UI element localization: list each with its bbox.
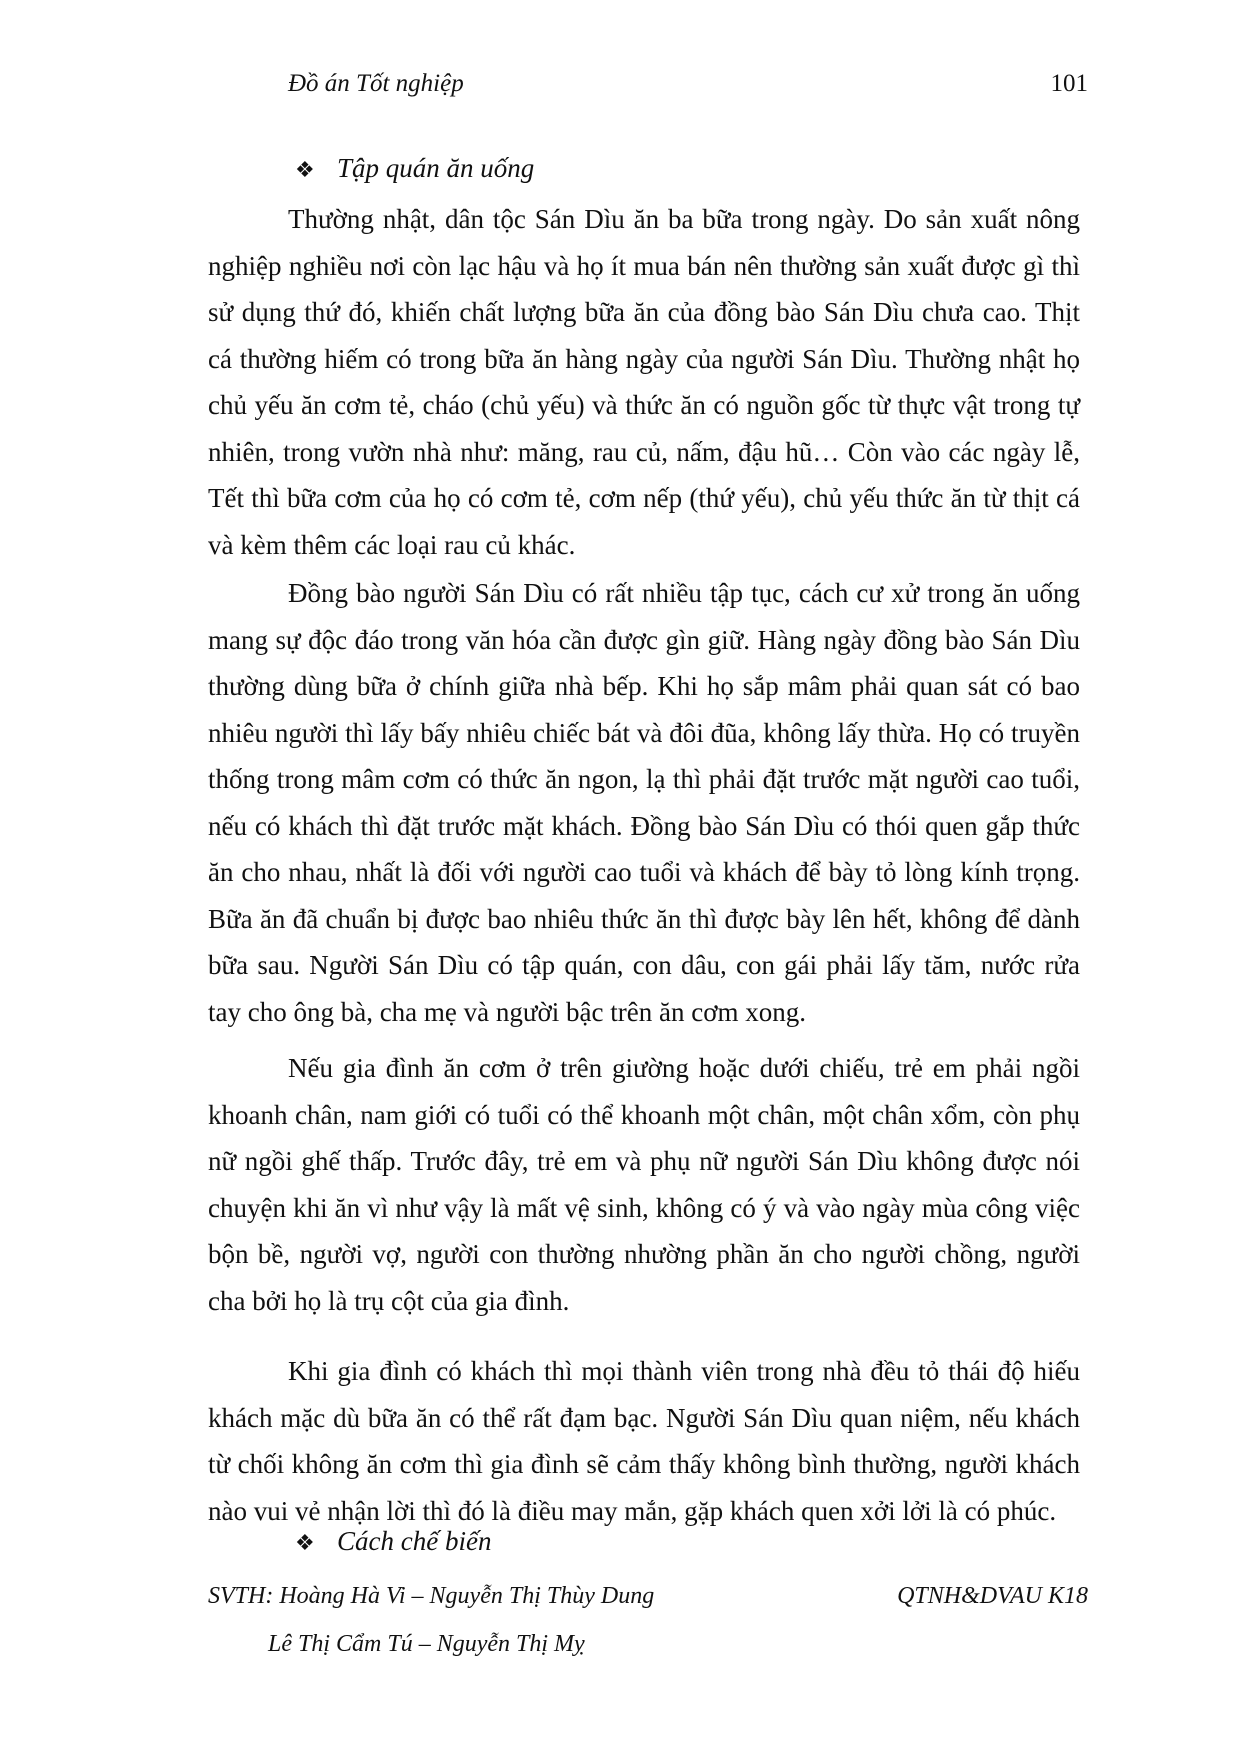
body-paragraph: Thường nhật, dân tộc Sán Dìu ăn ba bữa trong ngày. Do sản xuất nông nghiệp nghiều nơi còn lạc hậu và họ ít mua bán nên thường sản xuất được gì thì sử dụng thứ đó, khiến chất lượng bữa ăn của đồng bào Sán Dìu chưa cao. Thịt cá thường hiếm có trong bữa ăn hàng ngày của người Sán Dìu. Thường nhật họ chủ yếu ăn cơm tẻ, cháo (chủ yếu) và thức ăn có nguồn gốc từ thực vật trong tự nhiên, trong vườn nhà như: măng, rau củ, nấm, đậu hũ… Còn vào các ngày lễ, Tết thì bữa cơm của họ có cơm tẻ, cơm nếp (thứ yếu), chủ yếu thức ăn từ thịt cá và kèm thêm các loại rau củ khác. [208,204,1080,560]
body-paragraph: Khi gia đình có khách thì mọi thành viên trong nhà đều tỏ thái độ hiếu khách mặc dù bữa ăn có thể rất đạm bạc. Người Sán Dìu quan niệm, nếu khách từ chối không ăn cơm thì gia đình sẽ cảm thấy không bình thường, người khách nào vui vẻ nhận lời thì đó là điều may mắn, gặp khách quen xởi lởi là có phúc. [208,1356,1080,1526]
footer-authors-line1: SVTH: Hoàng Hà Vi – Nguyễn Thị Thùy Dung [208,1583,655,1609]
page-number: 101 [1050,70,1088,97]
document-title: Đồ án Tốt nghiệp [288,70,464,97]
section-heading-eating-customs [295,153,534,184]
footer-authors-line2: Lê Thị Cẩm Tú – Nguyễn Thị Mỵ [268,1631,585,1657]
body-paragraph: Đồng bào người Sán Dìu có rất nhiều tập tục, cách cư xử trong ăn uống mang sự độc đáo trong văn hóa cần được gìn giữ. Hàng ngày đồng bào Sán Dìu thường dùng bữa ở chính giữa nhà bếp. Khi họ sắp mâm phải quan sát có bao nhiêu người thì lấy bấy nhiêu chiếc bát và đôi đũa, không lấy thừa. Họ có truyền thống trong mâm cơm có thức ăn ngon, lạ thì phải đặt trước mặt người cao tuổi, nếu có khách thì đặt trước mặt khách. Đồng bào Sán Dìu có thói quen gắp thức ăn cho nhau, nhất là đối với người cao tuổi và khách để bày tỏ lòng kính trọng. Bữa ăn đã chuẩn bị được bao nhiêu thức ăn thì được bày lên hết, không để dành bữa sau. Người Sán Dìu có tập quán, con dâu, con gái phải lấy tăm, nước rửa tay cho ông bà, cha mẹ và người bậc trên ăn cơm xong. [208,578,1080,1027]
section-heading-text: Cách chế biến [337,1526,492,1556]
page-header [288,70,1088,110]
diamond-bullet-icon: ❖ [295,1530,315,1555]
section-heading-preparation [295,1526,491,1557]
footer-class-code: QTNH&DVAU K18 [897,1583,1088,1609]
diamond-bullet-icon: ❖ [295,157,315,182]
section-heading-text: Tập quán ăn uống [337,153,535,183]
body-paragraph: Nếu gia đình ăn cơm ở trên giường hoặc dưới chiếu, trẻ em phải ngồi khoanh chân, nam giới có tuổi có thể khoanh một chân, một chân xổm, còn phụ nữ ngồi ghế thấp. Trước đây, trẻ em và phụ nữ người Sán Dìu không được nói chuyện khi ăn vì như vậy là mất vệ sinh, không có ý và vào ngày mùa công việc bộn bề, người vợ, người con thường nhường phần ăn cho người chồng, người cha bởi họ là trụ cột của gia đình. [208,1053,1080,1316]
